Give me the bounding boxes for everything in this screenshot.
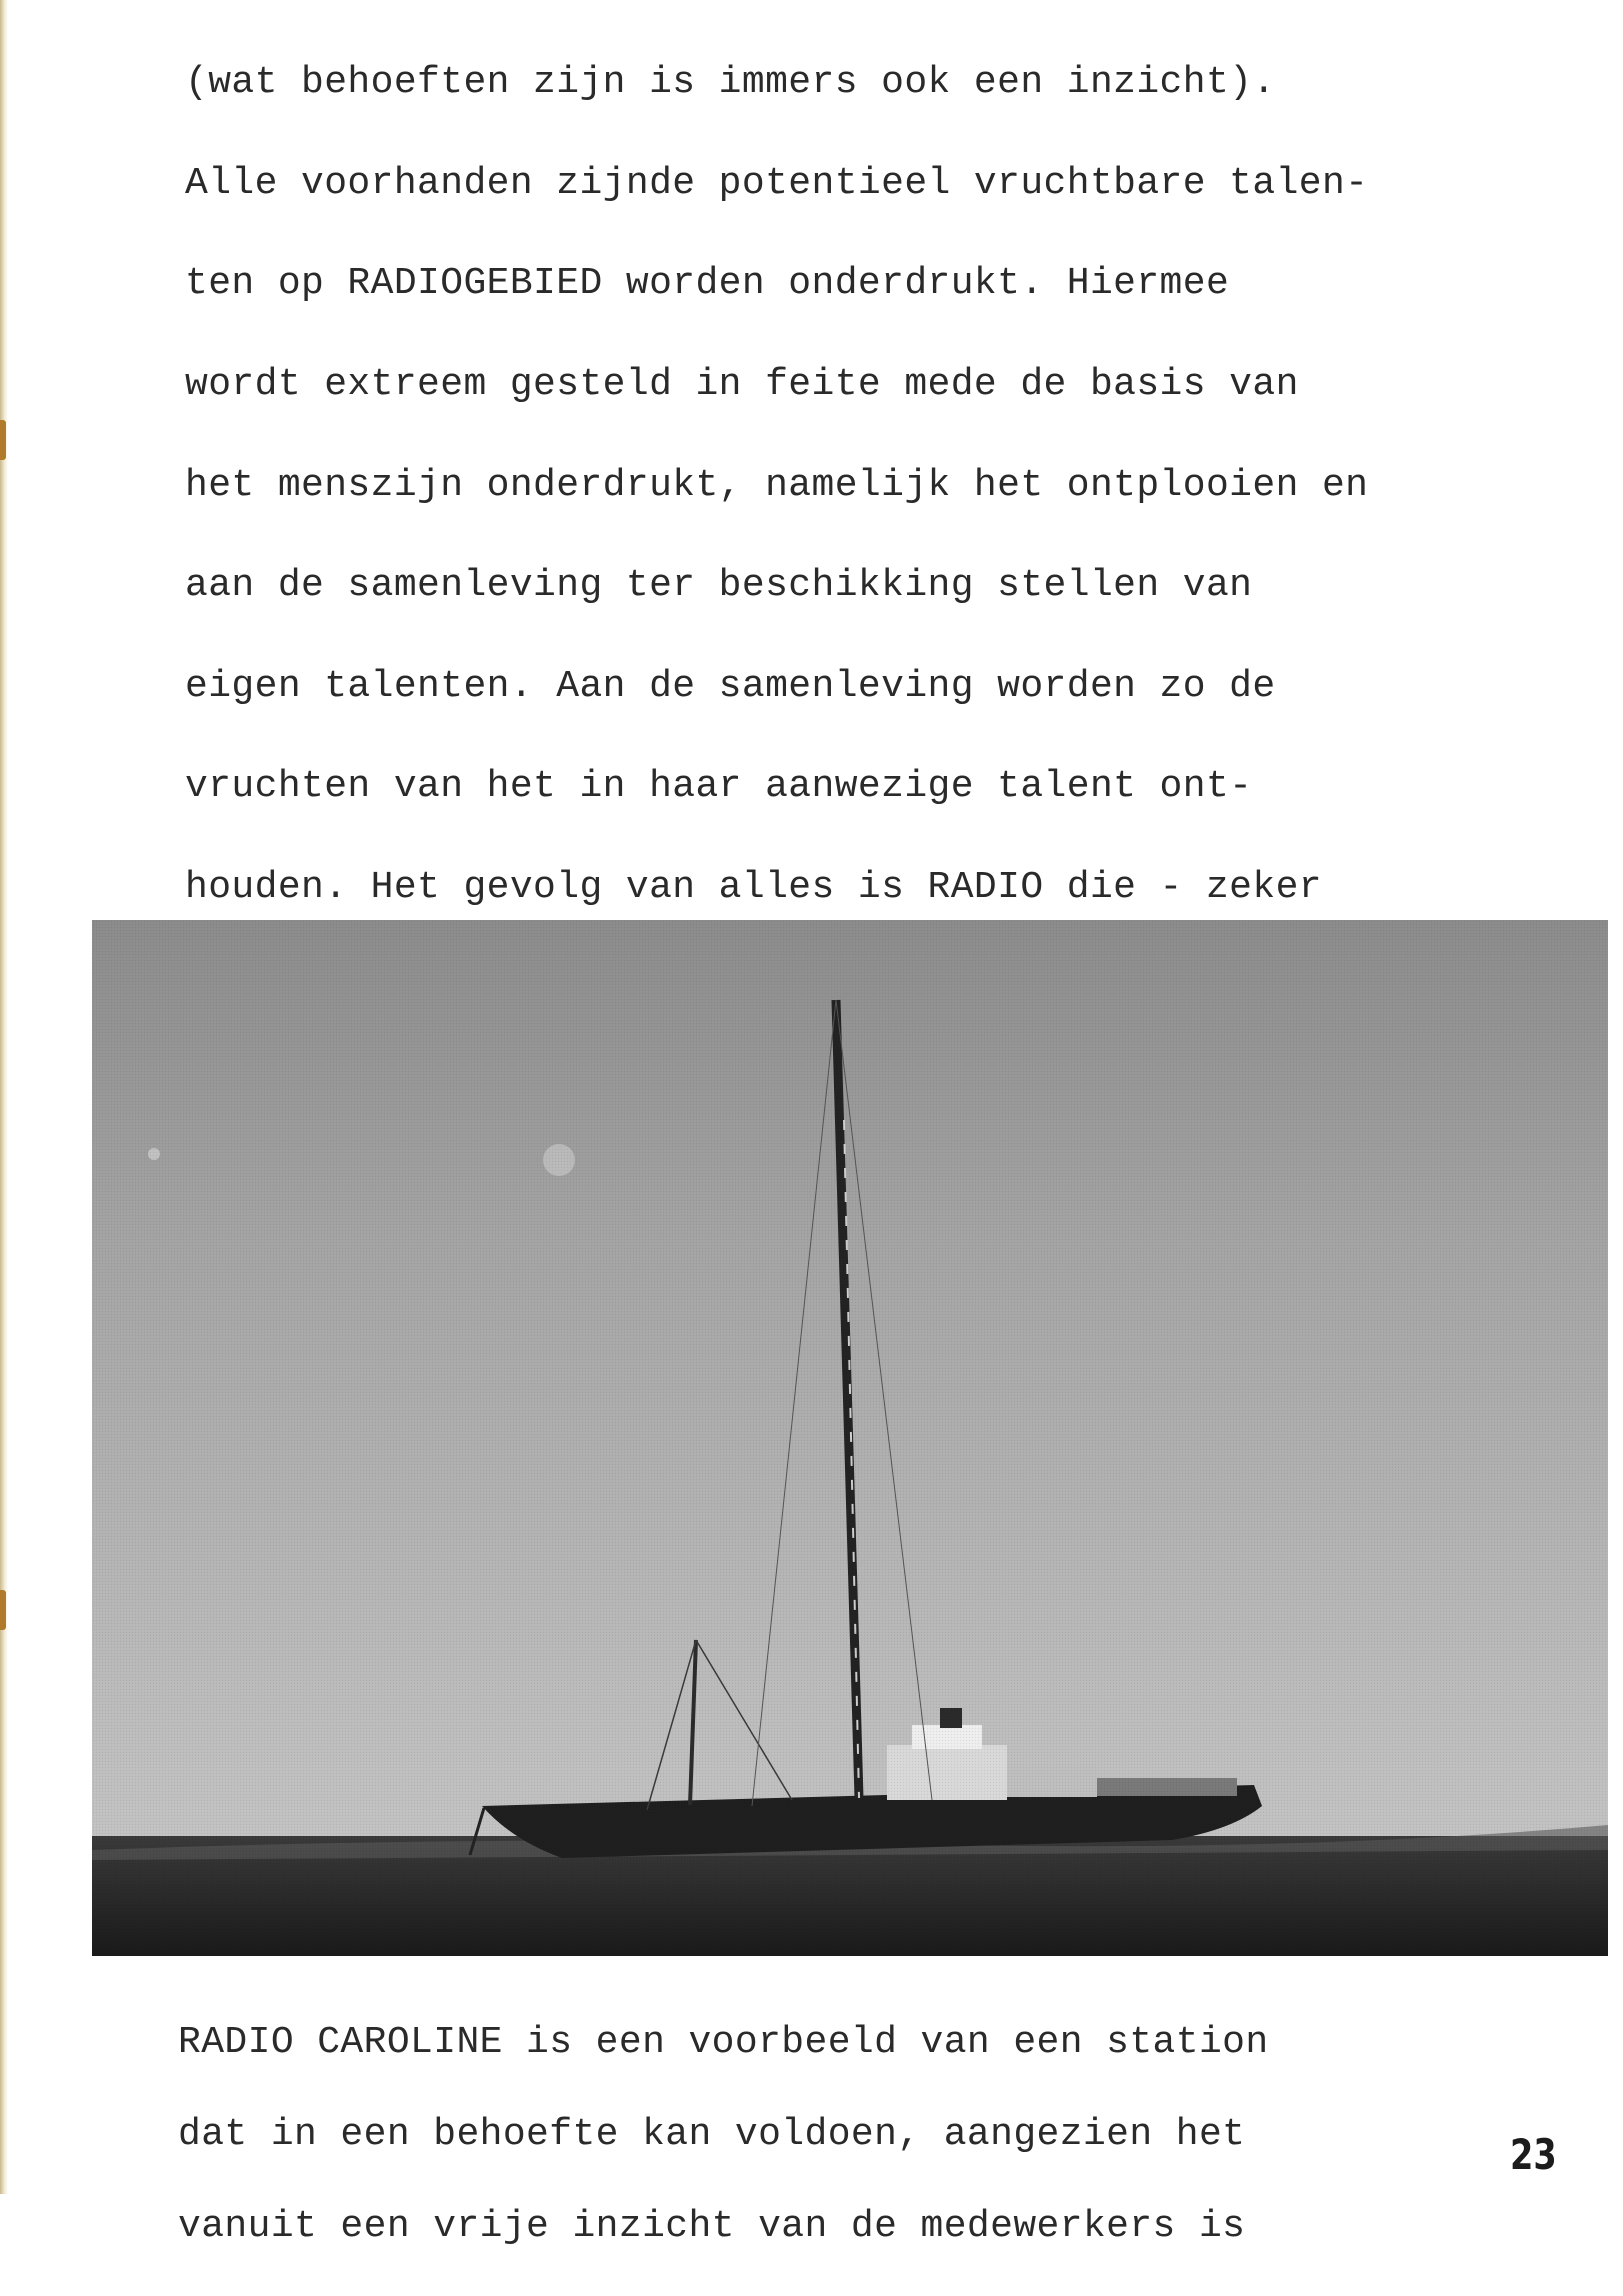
caption-line: vanuit een vrije inzicht van de medewerkers is — [178, 2205, 1246, 2248]
body-line: (wat behoeften zijn is immers ook een inzicht). — [185, 61, 1276, 105]
body-line: eigen talenten. Aan de samenleving worden zo de — [185, 664, 1276, 708]
binding-mark — [0, 1590, 6, 1630]
body-line: ten op RADIOGEBIED worden onderdrukt. Hiermee — [185, 262, 1230, 306]
body-line: aan de samenleving ter beschikking stellen van — [185, 564, 1253, 608]
page-edge — [0, 0, 8, 2194]
photo-caption — [178, 1974, 1528, 2296]
page-number: 23 — [1510, 2130, 1557, 2179]
ship-photo — [92, 920, 1608, 1956]
body-line: het menszijn onderdrukt, namelijk het ontplooien en — [185, 463, 1369, 507]
binding-mark — [0, 420, 6, 460]
caption-line: RADIO CAROLINE is een voorbeeld van een station — [178, 2021, 1269, 2064]
body-line: vruchten van het in haar aanwezige talent ont- — [185, 765, 1253, 809]
body-line: houden. Het gevolg van alles is RADIO die - zeker — [185, 866, 1322, 910]
halftone-screen — [92, 920, 1608, 1956]
body-line: Alle voorhanden zijnde potentieel vruchtbare talen- — [185, 161, 1369, 205]
caption-line: dat in een behoefte kan voldoen, aangezien het — [178, 2113, 1246, 2156]
body-line: wordt extreem gesteld in feite mede de basis van — [185, 363, 1299, 407]
